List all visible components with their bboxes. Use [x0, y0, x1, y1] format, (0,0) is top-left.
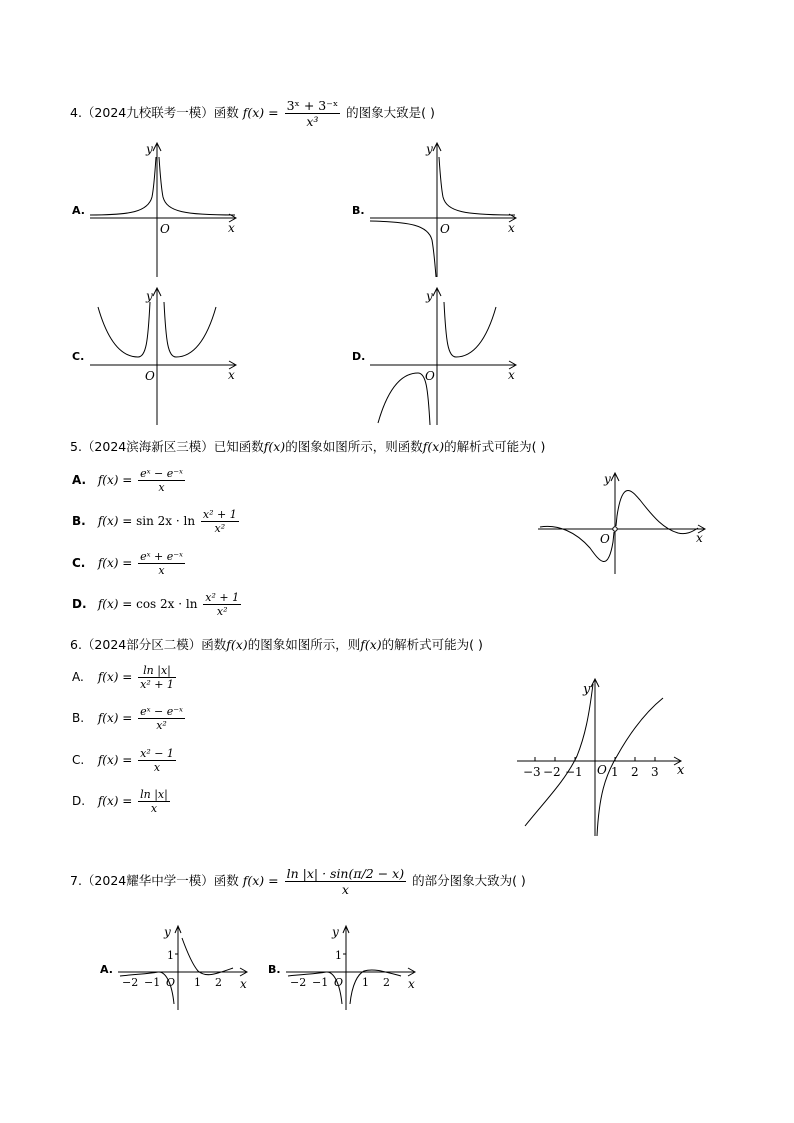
q4d-origin-label: O: [425, 369, 435, 383]
q7b-x-label: x: [408, 977, 415, 991]
q6-option-c-lhs: f(x) =: [97, 753, 133, 767]
q5-option-b[interactable]: [72, 508, 241, 535]
q4-fraction: [285, 98, 341, 129]
q5-func-2: f(x): [422, 439, 445, 454]
q4a-y-label: y: [146, 142, 153, 156]
q6-option-c-num: x² − 1: [140, 747, 174, 760]
q4-numerator: 3ˣ + 3⁻ˣ: [286, 98, 339, 113]
q4b-origin-label: O: [440, 222, 450, 236]
q7-graph-a[interactable]: [118, 924, 253, 1012]
q7a-tick-neg2: −2: [122, 976, 139, 989]
q6-option-a-lhs: f(x) =: [97, 670, 133, 684]
q6-option-d-den: x: [150, 802, 158, 815]
q5-option-c-fraction: [138, 550, 185, 577]
q7a-tick-1: 1: [194, 976, 201, 989]
q5-prefix: 5.（2024滨海新区三模）已知函数: [70, 439, 264, 454]
q6-tick-neg3: −3: [523, 765, 541, 779]
q6-tick-neg1: −1: [565, 765, 583, 779]
q6-option-a-den: x² + 1: [140, 678, 174, 691]
q6-tick-2: 2: [631, 765, 639, 779]
q7-suffix: 的部分图象大致为( ): [412, 873, 526, 888]
q5-option-c-label: C.: [72, 556, 86, 570]
q5-y-label: y: [604, 472, 611, 486]
q4c-x-label: x: [228, 368, 235, 382]
q4-suffix: 的图象大致是( ): [346, 105, 435, 120]
q5-option-b-pre: sin 2x · ln: [136, 514, 196, 528]
q5-option-c[interactable]: [72, 550, 187, 577]
q6-origin-label: O: [597, 763, 607, 777]
q5-option-a-num: eˣ − e⁻ˣ: [140, 467, 183, 480]
q4-func: f(x) =: [242, 105, 279, 120]
q6-option-d-lhs: f(x) =: [97, 794, 133, 808]
q6-graph: [515, 676, 695, 841]
q6-prefix: 6.（2024部分区二模）函数: [70, 637, 227, 652]
q5-func-1: f(x): [263, 439, 286, 454]
q6-option-c-den: x: [153, 761, 161, 774]
q6-option-b-fraction: [138, 705, 185, 732]
q5-option-a-den: x: [158, 481, 165, 494]
q4c-y-label: y: [146, 289, 153, 303]
q4-option-d-label[interactable]: D.: [352, 350, 366, 363]
q5-option-d-num: x² + 1: [205, 591, 240, 604]
q4-graph-c[interactable]: [90, 287, 240, 427]
q7-option-b-label[interactable]: B.: [268, 963, 281, 976]
q5-option-c-den: x: [158, 564, 165, 577]
q6-tick-neg2: −2: [543, 765, 561, 779]
q7b-tick-neg2: −2: [290, 976, 307, 989]
q7a-ytick-1: 1: [167, 949, 174, 962]
q7b-y-label: y: [332, 925, 339, 939]
q4-prefix: 4.（2024九校联考一模）函数: [70, 105, 239, 120]
q6-option-b[interactable]: [72, 705, 187, 732]
q7b-tick-2: 2: [383, 976, 390, 989]
q5-option-a[interactable]: [72, 467, 187, 494]
q5-option-d-den: x²: [216, 605, 228, 618]
q4a-x-label: x: [228, 221, 235, 235]
q7b-tick-1: 1: [362, 976, 369, 989]
q7a-tick-2: 2: [215, 976, 222, 989]
q6-tick-3: 3: [651, 765, 659, 779]
q6-option-a-fraction: [138, 664, 176, 691]
q5-option-c-lhs: f(x) =: [97, 556, 133, 570]
q4b-y-label: y: [426, 142, 433, 156]
q6-stem: [70, 635, 483, 653]
q7-numerator: ln |x| · sin(π/2 − x): [286, 866, 405, 881]
q5-graph: [538, 470, 713, 578]
q4-stem: [70, 98, 435, 129]
q5-mid: 的图象如图所示，则函数: [285, 439, 423, 454]
q7-option-a-label[interactable]: A.: [100, 963, 113, 976]
q5-option-d-lhs: f(x) =: [97, 597, 133, 611]
q5-option-d-label: D.: [72, 597, 87, 611]
q5-option-b-lhs: f(x) =: [97, 514, 133, 528]
q5-option-b-num: x² + 1: [202, 508, 237, 521]
q7b-ytick-1: 1: [335, 949, 342, 962]
q4a-origin-label: O: [160, 222, 170, 236]
q4-option-a-label[interactable]: A.: [72, 204, 85, 217]
q6-y-label: y: [583, 682, 591, 697]
q5-option-c-num: eˣ + e⁻ˣ: [140, 550, 183, 563]
q7a-tick-neg1: −1: [144, 976, 161, 989]
q5-origin-label: O: [600, 532, 610, 546]
q6-option-c[interactable]: [72, 747, 178, 774]
q5-option-d[interactable]: [72, 591, 243, 618]
q6-option-b-lhs: f(x) =: [97, 711, 133, 725]
q6-option-a[interactable]: [72, 664, 178, 691]
q4-graph-a[interactable]: [90, 142, 240, 280]
q4b-x-label: x: [508, 221, 515, 235]
q5-option-a-lhs: f(x) =: [97, 473, 133, 487]
q6-tick-1: 1: [611, 765, 619, 779]
q7-prefix: 7.（2024耀华中学一模）函数: [70, 873, 239, 888]
q6-option-d-fraction: [138, 788, 170, 815]
q4c-origin-label: O: [145, 369, 155, 383]
q4d-x-label: x: [508, 368, 515, 382]
q4-graph-b[interactable]: [370, 142, 520, 280]
q4-denominator: x³: [306, 114, 319, 129]
q6-option-a-label: A.: [72, 670, 84, 684]
q6-func-1: f(x): [226, 637, 248, 652]
q7a-origin-label: O: [166, 976, 176, 989]
q7-denominator: x: [341, 882, 349, 897]
q7-stem: [70, 866, 526, 897]
q6-option-c-label: C.: [72, 753, 85, 767]
q7-fraction: [285, 866, 406, 897]
q6-option-b-label: B.: [72, 711, 85, 725]
q7b-origin-label: O: [334, 976, 344, 989]
q7b-tick-neg1: −1: [312, 976, 329, 989]
q7-graph-b[interactable]: [286, 924, 421, 1012]
q5-suffix: 的解析式可能为( ): [444, 439, 546, 454]
q4-graph-d[interactable]: [370, 287, 520, 427]
q6-suffix: 的解析式可能为( ): [381, 637, 483, 652]
q6-x-label: x: [677, 763, 685, 778]
q5-x-label: x: [696, 531, 703, 545]
q6-option-a-num: ln |x|: [138, 664, 176, 678]
q5-option-a-label: A.: [72, 473, 87, 487]
q6-mid: 的图象如图所示，则: [247, 637, 361, 652]
q7a-y-label: y: [164, 925, 171, 939]
q6-option-c-fraction: [138, 747, 176, 774]
q7a-x-label: x: [240, 977, 247, 991]
q5-option-d-fraction: [203, 591, 241, 618]
q4d-y-label: y: [426, 289, 433, 303]
q7-func: f(x) =: [242, 873, 279, 888]
q4-option-b-label[interactable]: B.: [352, 204, 365, 217]
q4-option-c-label[interactable]: C.: [72, 350, 85, 363]
q6-option-d[interactable]: [72, 788, 172, 815]
q5-option-b-label: B.: [72, 514, 86, 528]
q6-option-b-den: x²: [156, 719, 167, 732]
q5-option-d-pre: cos 2x · ln: [136, 597, 198, 611]
q6-option-d-label: D.: [72, 794, 86, 808]
q5-option-a-fraction: [138, 467, 185, 494]
q6-func-2: f(x): [360, 637, 382, 652]
q5-option-b-fraction: [201, 508, 239, 535]
q5-stem: [70, 437, 545, 455]
q6-option-b-num: eˣ − e⁻ˣ: [140, 705, 183, 718]
q6-option-d-num: ln |x|: [140, 788, 168, 801]
q5-option-b-den: x²: [214, 522, 226, 535]
